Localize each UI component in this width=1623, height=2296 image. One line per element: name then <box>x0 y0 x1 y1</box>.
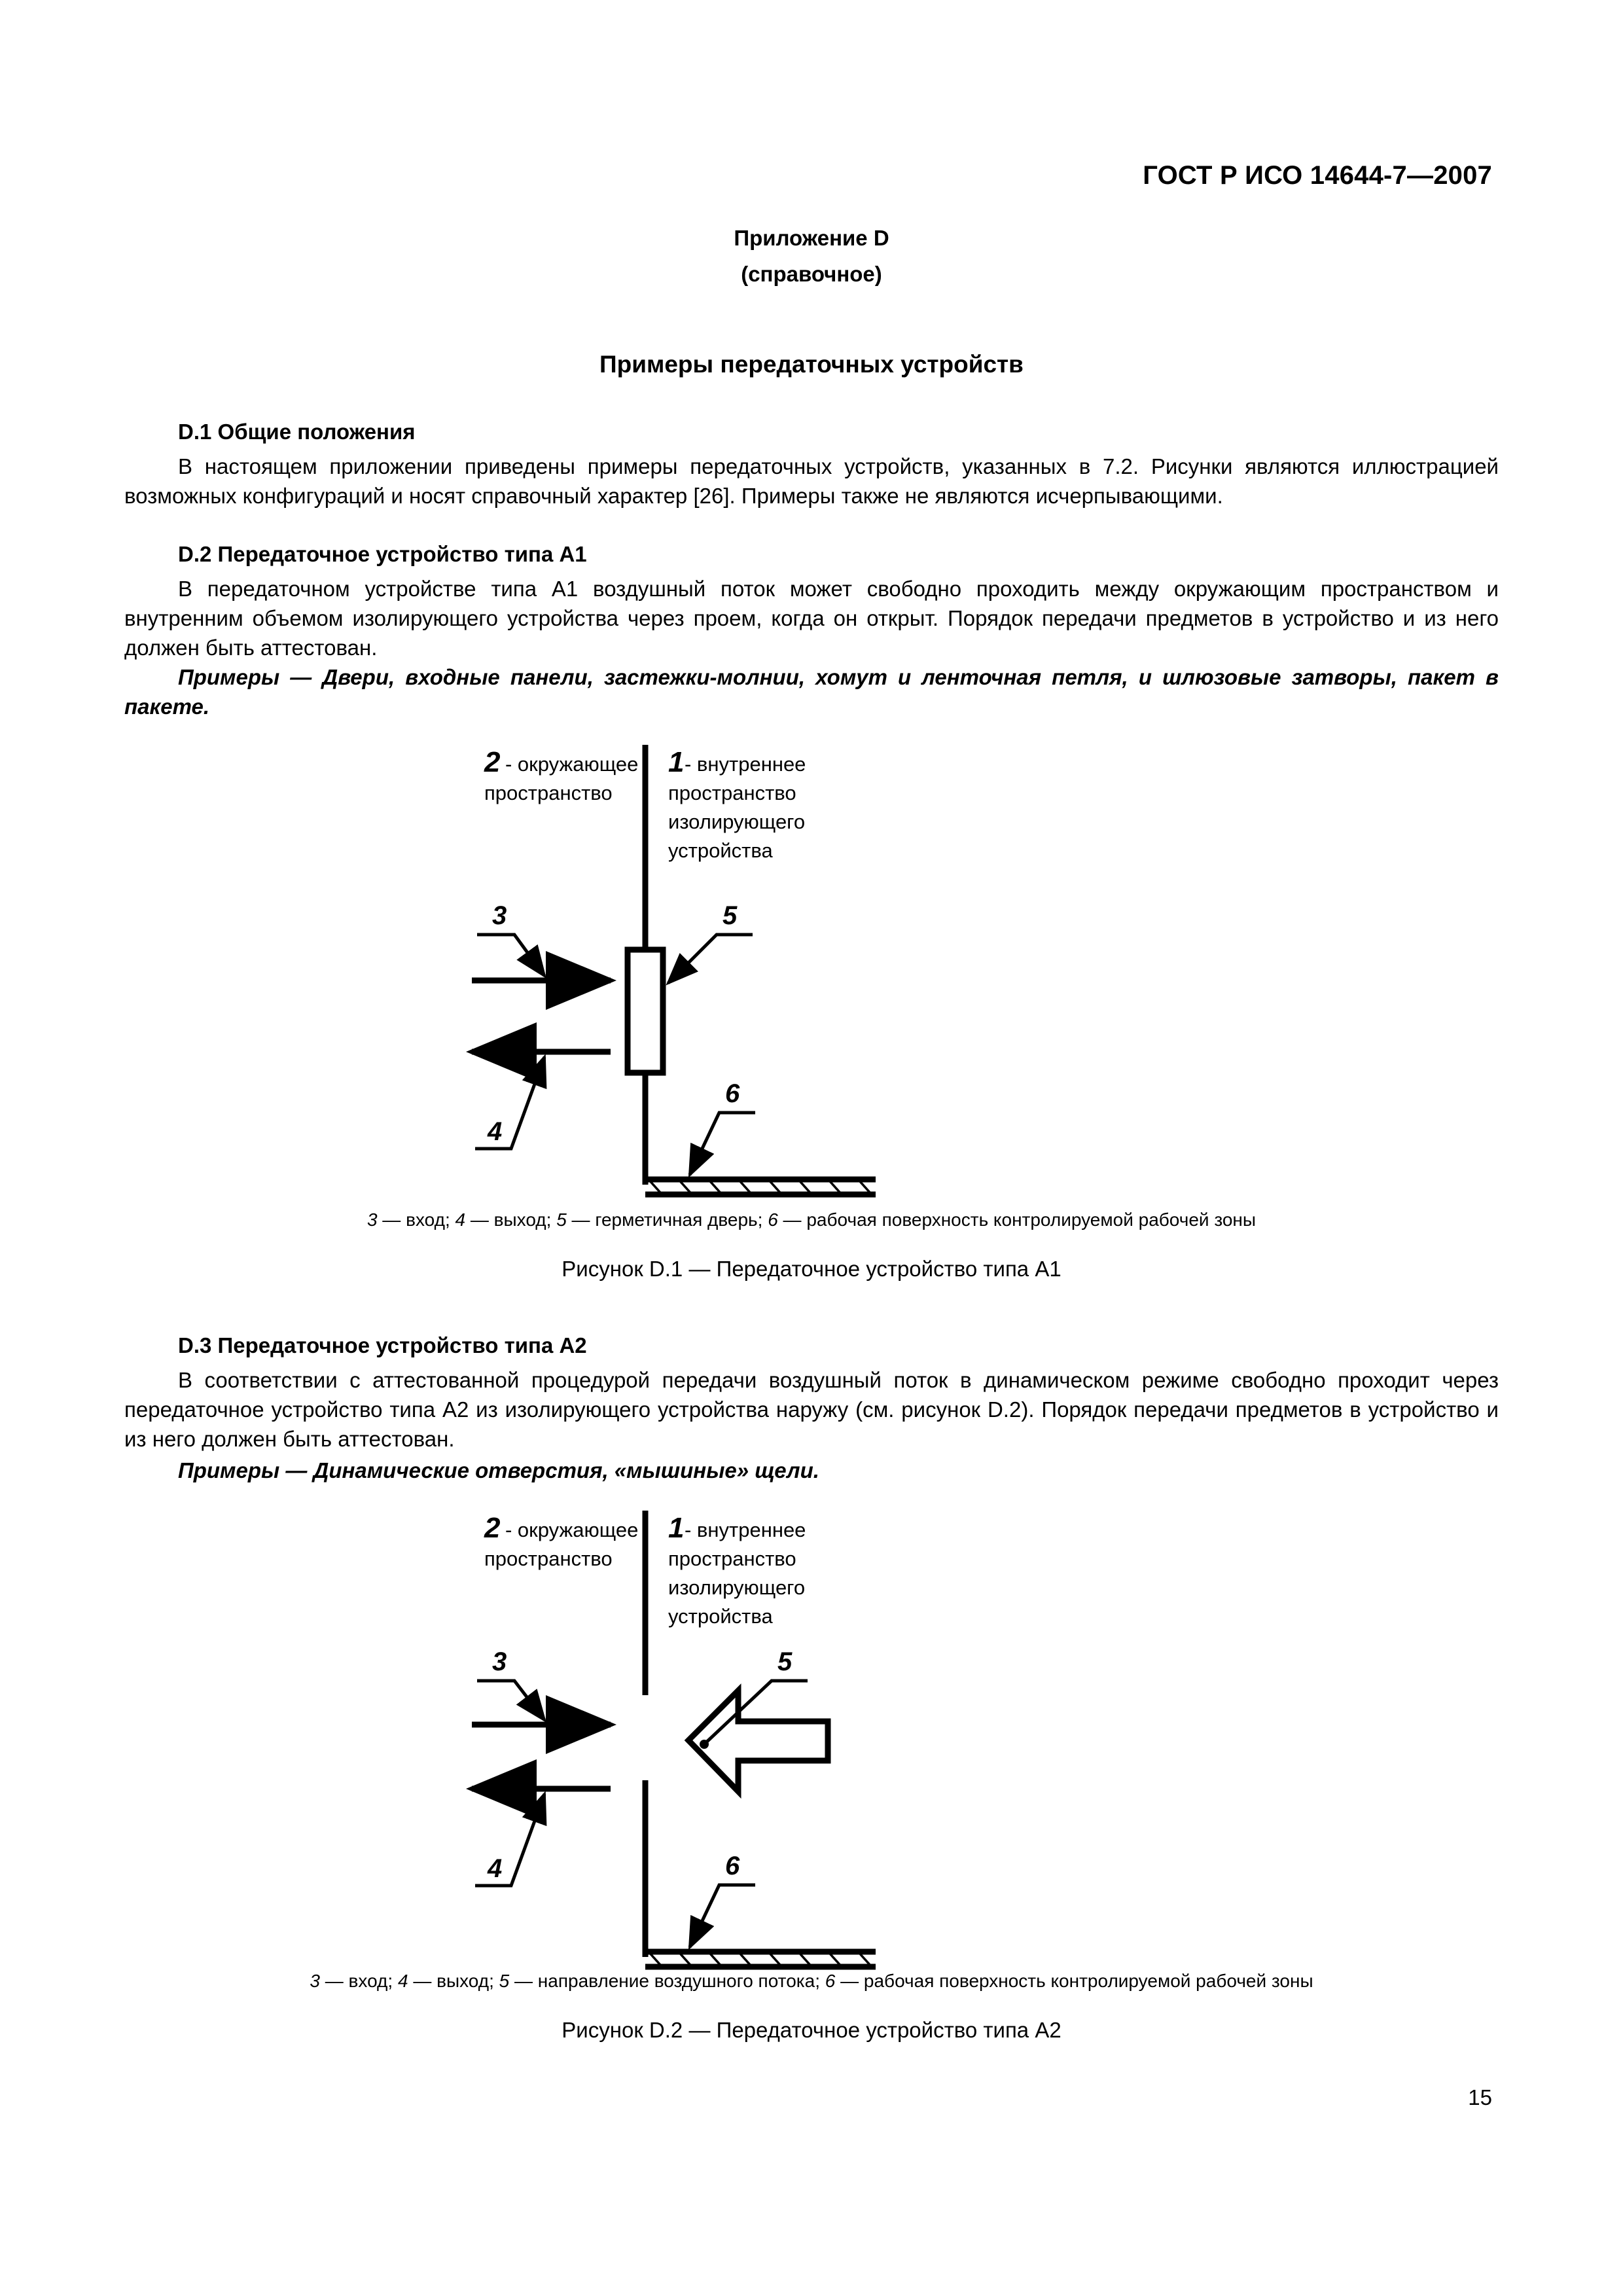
label-1-number: 1 <box>668 746 685 778</box>
key-n6: 6 <box>768 1210 778 1230</box>
key-n5: 5 <box>556 1210 567 1230</box>
callout-3-number: 3 <box>492 901 507 930</box>
key-n4: 4 <box>397 1971 408 1991</box>
key-n6: 6 <box>825 1971 836 1991</box>
document-standard-header: ГОСТ Р ИСО 14644-7—2007 <box>1143 161 1492 190</box>
label-1-line2: пространство <box>668 781 796 804</box>
figure-d1-key <box>0 1210 1623 1230</box>
label-1-number: 1 <box>668 1512 685 1544</box>
key-t6: — рабочая поверхность контролируемой рабочей зоны <box>777 1210 1257 1230</box>
callout-3-number: 3 <box>492 1647 507 1676</box>
key-t5: — направление воздушного потока; <box>509 1971 825 1991</box>
key-t3: — вход; <box>319 1971 398 1991</box>
callout-6 <box>690 1852 755 1947</box>
callout-6 <box>690 1079 755 1175</box>
label-1-line4: устройства <box>668 1605 773 1628</box>
label-2-surrounding-space <box>484 1512 638 1570</box>
key-n5: 5 <box>499 1971 510 1991</box>
label-1-isolator-interior <box>668 1512 806 1628</box>
key-t4: — выход; <box>465 1210 557 1230</box>
label-1-line2: пространство <box>668 1547 796 1570</box>
label-1-line1: - внутреннее <box>685 753 806 776</box>
callout-5-number: 5 <box>777 1647 793 1676</box>
figure-d2-key <box>0 1971 1623 1992</box>
callout-4-number: 4 <box>488 1117 503 1146</box>
callout-4 <box>475 1057 544 1149</box>
examples-d3: Примеры — Динамические отверстия, «мышиные» щели. <box>178 1458 819 1482</box>
callout-6-number: 6 <box>725 1079 740 1108</box>
key-n3: 3 <box>366 1210 378 1230</box>
callout-6-number: 6 <box>725 1852 740 1880</box>
callout-4 <box>475 1794 544 1886</box>
callout-3 <box>477 1647 544 1720</box>
annex-kind: (справочное) <box>741 262 882 286</box>
label-1-line3: изолирующего <box>668 1576 806 1599</box>
work-surface-floor <box>645 1952 876 1967</box>
figure-d2-title: Рисунок D.2 — Передаточное устройство типа А2 <box>562 2018 1061 2042</box>
callout-4-number: 4 <box>488 1854 503 1883</box>
label-1-line4: устройства <box>668 839 773 862</box>
paragraph-d1: В настоящем приложении приведены примеры передаточных устройств, указанных в 7.2. Рисунки являются иллюстрацией возможных конфигураций и носят справочный характер [26]. Примеры также не являются исчерпывающими. <box>124 454 1499 508</box>
heading-d3: D.3 Передаточное устройство типа А2 <box>178 1333 587 1357</box>
annex-title: Приложение D <box>734 226 889 250</box>
key-t3: — вход; <box>377 1210 455 1230</box>
key-t6: — рабочая поверхность контролируемой рабочей зоны <box>835 1971 1313 1991</box>
label-1-isolator-interior <box>668 746 806 862</box>
figure-d2 <box>0 1499 1623 1977</box>
work-surface-floor <box>645 1179 876 1195</box>
key-t5: — герметичная дверь; <box>566 1210 768 1230</box>
paragraph-d3: В соответствии с аттестованной процедурой передачи воздушный поток в динамическом режиме свободно проходит через передаточное устройство типа А2 из изолирующего устройства наружу (см. рисунок D.2). Порядок передачи предметов в устройство и из него должен быть аттестован. <box>124 1368 1499 1451</box>
label-2-line1: - окружающее <box>505 1518 639 1541</box>
heading-d2: D.2 Передаточное устройство типа А1 <box>178 542 587 566</box>
label-2-surrounding-space <box>484 746 638 804</box>
page-number: 15 <box>1468 2085 1492 2109</box>
key-n4: 4 <box>455 1210 466 1230</box>
label-1-line3: изолирующего <box>668 810 806 833</box>
sealed-door <box>628 950 663 1073</box>
callout-3 <box>477 901 544 976</box>
callout-5 <box>668 901 753 983</box>
heading-d1: D.1 Общие положения <box>178 420 416 444</box>
callout-5-number: 5 <box>722 901 738 930</box>
figure-d1-title: Рисунок D.1 — Передаточное устройство типа А1 <box>562 1257 1061 1281</box>
label-2-number: 2 <box>484 746 501 778</box>
label-2-number: 2 <box>484 1512 501 1544</box>
figure-d1 <box>0 726 1623 1204</box>
label-1-line1: - внутреннее <box>685 1518 806 1541</box>
key-t4: — выход; <box>408 1971 499 1991</box>
annex-section-title: Примеры передаточных устройств <box>599 351 1024 378</box>
label-2-line2: пространство <box>484 1547 613 1570</box>
label-2-line2: пространство <box>484 781 613 804</box>
key-n3: 3 <box>310 1971 320 1991</box>
paragraph-d2: В передаточном устройстве типа А1 воздушный поток может свободно проходить между окружающим пространством и внутренним объемом изолирующего устройства через проем, когда он открыт. Порядок передачи предметов в устройство и из него должен быть аттестован. <box>124 577 1499 660</box>
label-2-line1: - окружающее <box>505 753 639 776</box>
examples-d2: Примеры — Двери, входные панели, застежки-молнии, хомут и ленточная петля, и шлюзовые затворы, пакет в пакете. <box>124 665 1499 719</box>
